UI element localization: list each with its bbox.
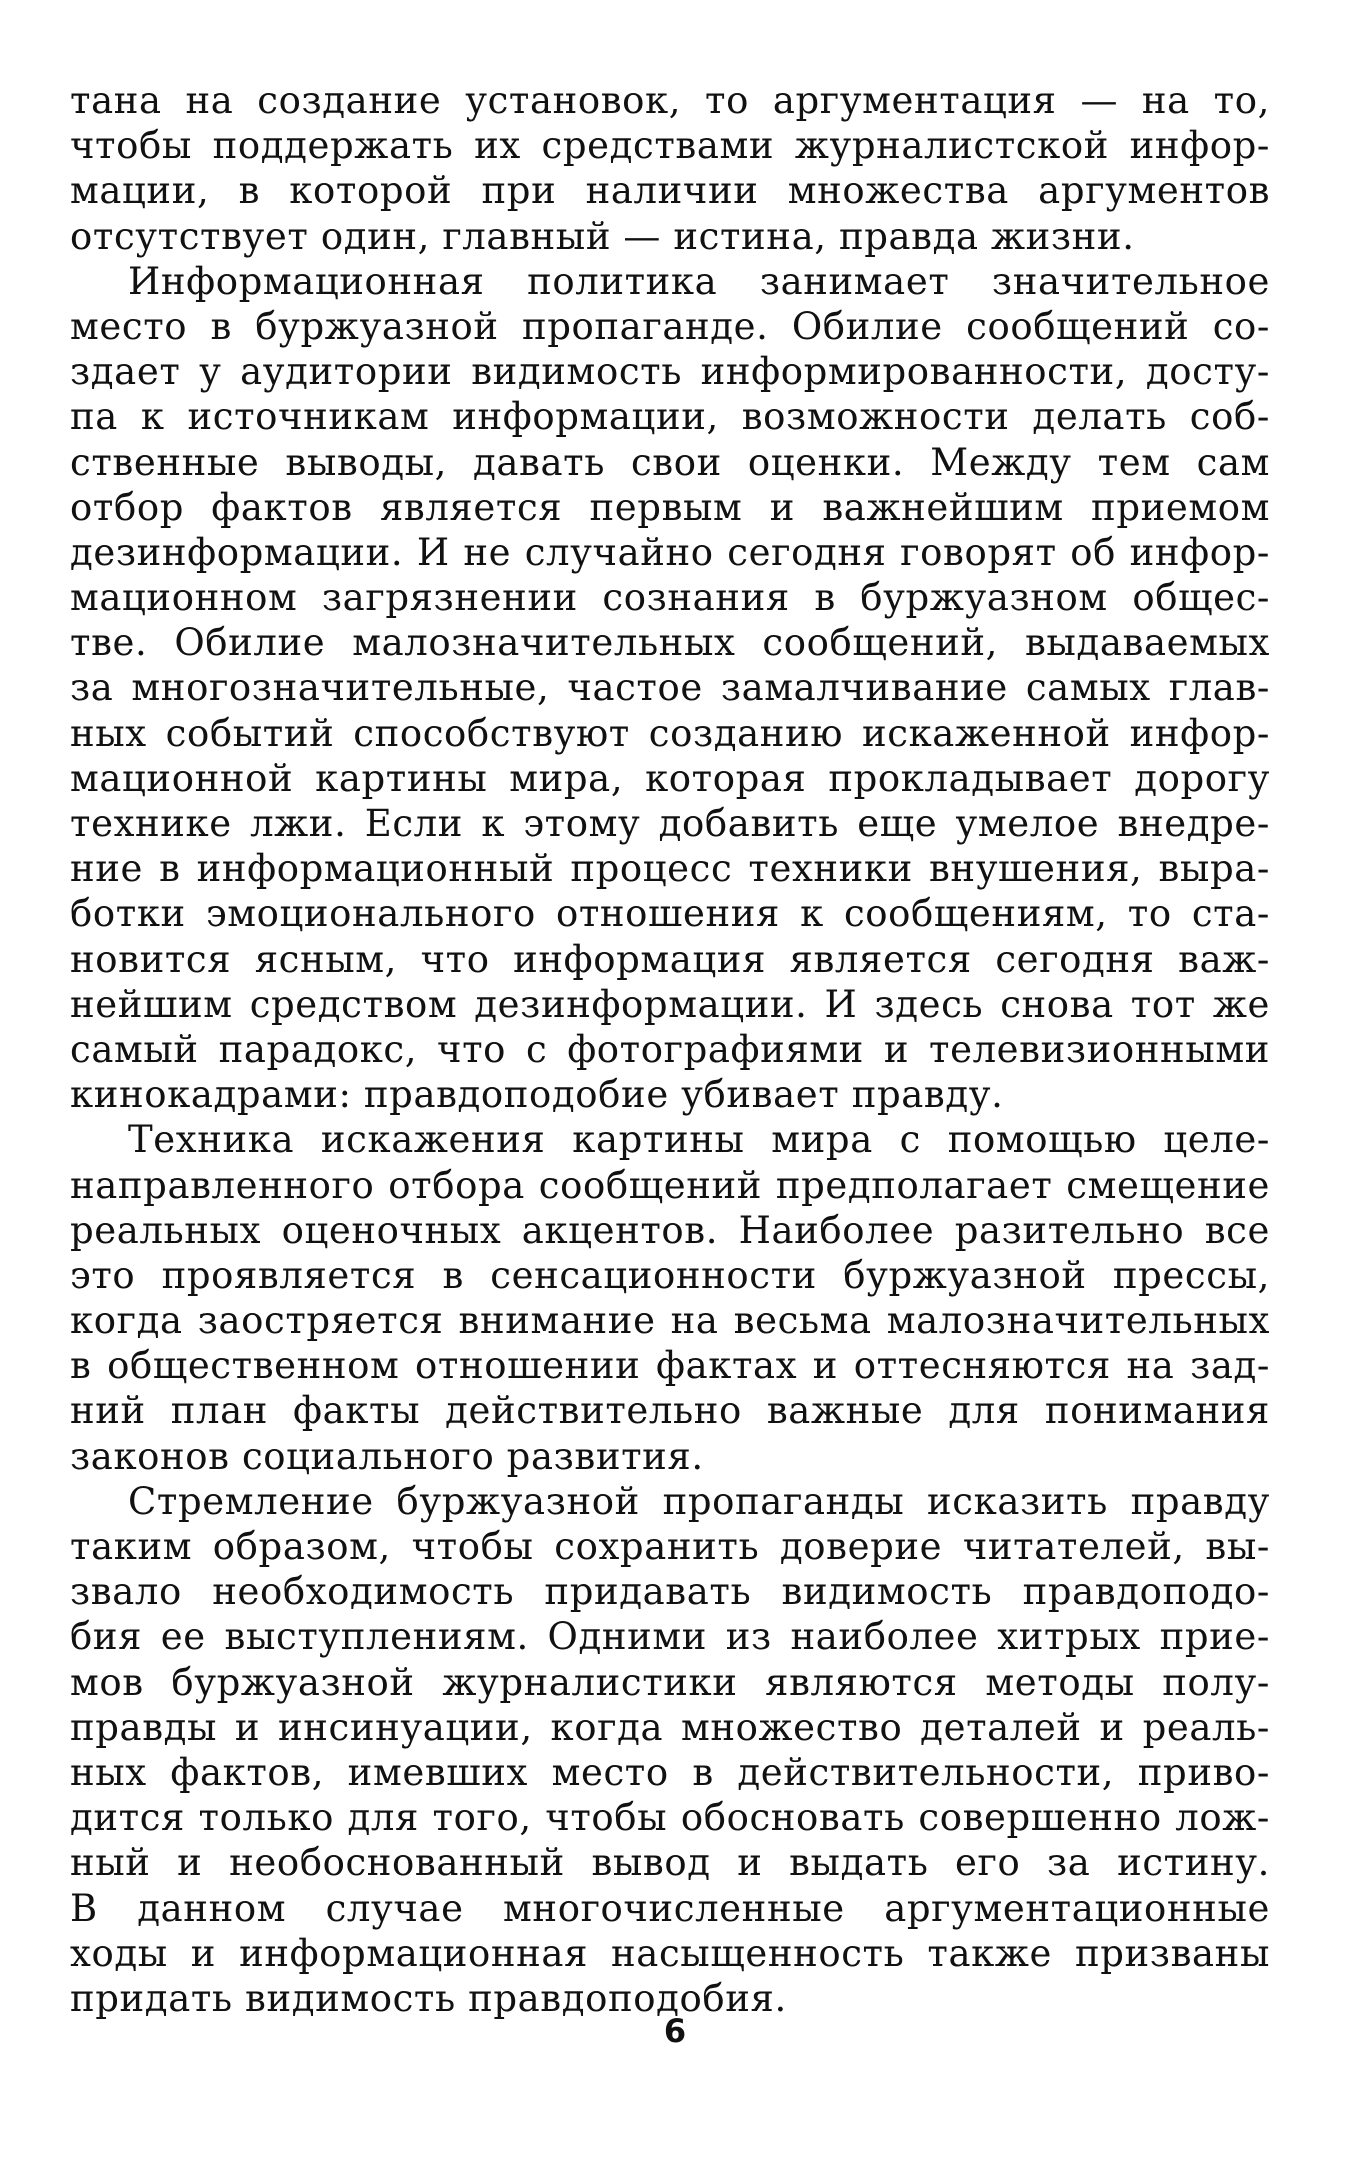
text-line: па к источникам информации, возможности делать соб- xyxy=(70,395,1270,439)
text-line: новится ясным, что информация является сегодня важ- xyxy=(70,937,1270,981)
text-line: мационном загрязнении сознания в буржуазном общес- xyxy=(70,576,1270,620)
text-line: в общественном отношении фактах и оттесняются на зад- xyxy=(70,1344,1270,1388)
text-line: тана на создание установок, то аргументация — на то, xyxy=(70,79,1270,122)
text-line: Стремление буржуазной пропаганды исказить правду xyxy=(128,1479,1270,1523)
text-line: мов буржуазной журналистики являются методы полу- xyxy=(70,1660,1270,1704)
text-line: дится только для того, чтобы обосновать совершенно лож- xyxy=(70,1796,1270,1840)
text-line: дезинформации. И не случайно сегодня говорят об инфор- xyxy=(70,530,1270,574)
text-line: ный и необоснованный вывод и выдать его за истину. xyxy=(70,1841,1270,1885)
text-line: когда заостряется внимание на весьма малозначительных xyxy=(70,1299,1270,1343)
text-line: ние в информационный процесс техники внушения, выра- xyxy=(70,847,1270,891)
text-line: самый парадокс, что с фотографиями и телевизионными xyxy=(70,1027,1270,1071)
paragraph xyxy=(70,1479,1270,2021)
text-line: звало необходимость придавать видимость правдоподо- xyxy=(70,1570,1270,1614)
text-line: здает у аудитории видимость информированности, досту- xyxy=(70,350,1270,394)
text-line: место в буржуазной пропаганде. Обилие сообщений со- xyxy=(70,304,1270,348)
text-line: реальных оценочных акцентов. Наиболее разительно все xyxy=(70,1208,1270,1252)
text-line: тве. Обилие малозначительных сообщений, выдаваемых xyxy=(70,621,1270,665)
text-line: направленного отбора сообщений предполагает смещение xyxy=(70,1163,1270,1207)
text-line: В данном случае многочисленные аргументационные xyxy=(70,1886,1270,1930)
text-line: бия ее выступлениям. Одними из наиболее хитрых прие- xyxy=(70,1615,1270,1659)
page-number: 6 xyxy=(663,2012,687,2050)
paragraph xyxy=(70,78,1270,259)
paragraph xyxy=(70,1117,1270,1479)
text-line: правды и инсинуации, когда множество деталей и реаль- xyxy=(70,1705,1270,1749)
text-line: придать видимость правдоподобия. xyxy=(70,1976,787,2020)
text-line: отсутствует один, главный — истина, правда жизни. xyxy=(70,214,1135,258)
paragraph xyxy=(70,259,1270,1118)
body-text xyxy=(70,78,1270,2021)
text-line: таким образом, чтобы сохранить доверие читателей, вы- xyxy=(70,1525,1270,1568)
text-line: отбор фактов является первым и важнейшим приемом xyxy=(70,485,1270,529)
text-line: Техника искажения картины мира с помощью целе- xyxy=(128,1118,1270,1162)
text-line: технике лжи. Если к этому добавить еще умелое внедре- xyxy=(70,802,1270,845)
text-line: ных событий способствуют созданию искаженной инфор- xyxy=(70,711,1270,755)
text-line: за многозначительные, частое замалчивание самых глав- xyxy=(70,666,1270,710)
text-line: ний план факты действительно важные для понимания xyxy=(70,1389,1270,1433)
text-line: мации, в которой при наличии множества аргументов xyxy=(70,169,1270,213)
text-line: это проявляется в сенсационности буржуазной прессы, xyxy=(70,1253,1270,1297)
text-line: ственные выводы, давать свои оценки. Между тем сам xyxy=(70,440,1270,484)
text-line: чтобы поддержать их средствами журналистской инфор- xyxy=(70,124,1270,168)
text-line: Информационная политика занимает значительное xyxy=(128,259,1270,303)
text-line: мационной картины мира, которая прокладывает дорогу xyxy=(70,756,1270,800)
text-line: кинокадрами: правдоподобие убивает правду. xyxy=(70,1073,1004,1117)
text-line: ботки эмоционального отношения к сообщениям, то ста- xyxy=(70,892,1270,936)
text-line: законов социального развития. xyxy=(70,1434,704,1478)
text-line: ходы и информационная насыщенность также призваны xyxy=(70,1931,1270,1975)
text-line: нейшим средством дезинформации. И здесь снова тот же xyxy=(70,982,1270,1026)
text-line: ных фактов, имевших место в действительности, приво- xyxy=(70,1750,1270,1794)
